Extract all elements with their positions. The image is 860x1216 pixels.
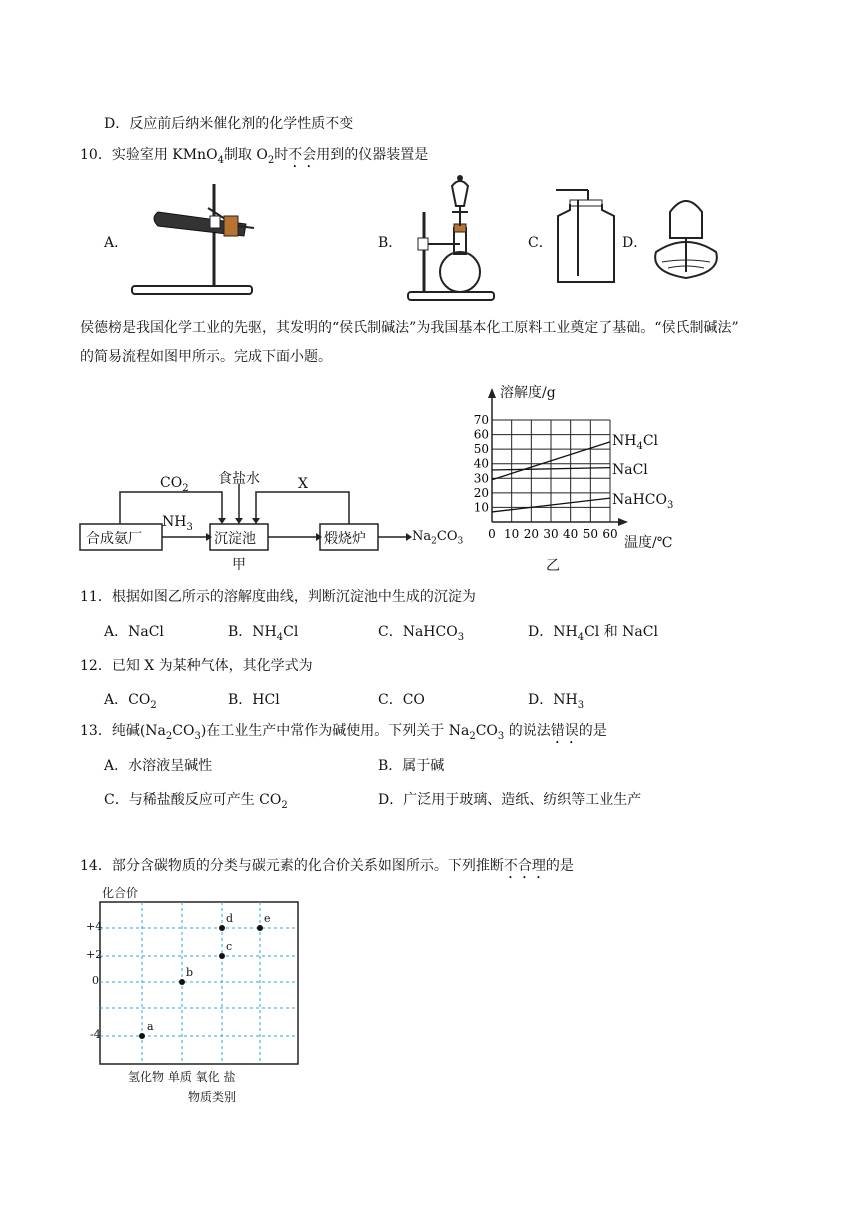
q14-label-a: a xyxy=(147,1020,154,1033)
ytick-20: 20 xyxy=(473,485,489,500)
q14-ytick-p4: +4 xyxy=(86,920,103,933)
ytick-60: 60 xyxy=(473,427,489,442)
q14-ytick-m4: -4 xyxy=(90,1028,101,1041)
xtick-60: 60 xyxy=(602,527,618,541)
q11-stem: 11．根据如图乙所示的溶解度曲线，判断沉淀池中生成的沉淀为 xyxy=(80,589,476,605)
q13-c-text: C．与稀盐酸反应可产生 CO xyxy=(104,792,282,808)
q11-c-sub: 3 xyxy=(457,631,465,643)
flow-product-label xyxy=(412,529,463,547)
na2co3-text-1: Na xyxy=(412,529,432,544)
q10-sub-2: 2 xyxy=(267,154,275,166)
flow-nh3-label xyxy=(162,514,193,533)
q11-c-text: C．NaHCO xyxy=(378,624,458,640)
q12-option-c: C．CO xyxy=(378,692,425,708)
ytick-70: 70 xyxy=(473,413,489,427)
q11-option-a: A．NaCl xyxy=(104,624,164,640)
q12-stem: 12．已知 X 为某种气体，其化学式为 xyxy=(80,658,313,674)
q13-stem xyxy=(80,720,607,747)
xtick-50: 50 xyxy=(582,527,598,541)
q11-option-d xyxy=(528,621,658,643)
intro-line-1: 侯德榜是我国化学工业的先驱，其发明的“侯氏制碱法”为我国基本化工原料工业奠定了基础。“侯氏制碱法” xyxy=(80,320,739,336)
q14-label-b: b xyxy=(186,966,194,979)
legend-nh4cl xyxy=(612,433,658,452)
xtick-30: 30 xyxy=(543,527,559,541)
q11-option-c xyxy=(378,621,464,643)
q10-sub-1: 4 xyxy=(217,154,224,166)
q12-d-sub: 3 xyxy=(577,699,585,711)
xtick-40: 40 xyxy=(563,527,579,541)
q14-t1: 14．部分含碳物质的分类与碳元素的化合价关系如图所示。下列推断 xyxy=(80,858,504,874)
point-d xyxy=(219,925,225,931)
q14-valence-chart xyxy=(86,900,306,1070)
q13-t2: CO xyxy=(172,723,195,739)
q12-option-d xyxy=(528,689,584,711)
apparatus-d-alcohol-lamp xyxy=(648,188,724,284)
ytick-10: 10 xyxy=(473,500,489,515)
q14-t2: 的是 xyxy=(545,858,574,874)
q10-stem xyxy=(80,144,428,171)
q13-s4: 3 xyxy=(497,730,505,742)
chart-xlabel: 温度/℃ xyxy=(624,535,673,551)
q12-a-text: A．CO xyxy=(104,692,151,708)
flow-box3-label: 煅烧炉 xyxy=(324,531,366,547)
q10-text-3: 时 xyxy=(274,147,289,163)
legend-nahco3-text: NaHCO xyxy=(612,492,667,508)
q14-ytick-p2: +2 xyxy=(86,948,103,961)
q10-text-1: 10．实验室用 KMnO xyxy=(80,147,218,163)
q12-d-text: D．NH xyxy=(528,692,578,708)
ytick-50: 50 xyxy=(473,442,489,457)
xtick-20: 20 xyxy=(523,527,539,541)
legend-nahco3 xyxy=(612,492,673,511)
flow-co2-label xyxy=(160,475,189,494)
q10-emphasis: 不会 xyxy=(288,147,317,163)
q13-t5: 的说法 xyxy=(504,723,551,739)
q12-option-b: B．HCl xyxy=(228,692,280,708)
xtick-10: 10 xyxy=(504,527,520,541)
xtick-0: 0 xyxy=(488,527,496,541)
q12-option-a xyxy=(104,689,157,711)
point-b xyxy=(179,979,185,985)
flow-x-label: X xyxy=(298,476,308,492)
intro-line-2: 的简易流程如图甲所示。完成下面小题。 xyxy=(80,349,332,365)
q11-d-sub: 4 xyxy=(577,631,585,643)
legend-nahco3-sub: 3 xyxy=(667,499,674,511)
q10-option-c-label: C． xyxy=(528,235,553,251)
x-axis-arrow xyxy=(618,518,628,526)
q14-stem xyxy=(80,855,574,882)
nh3-sub: 3 xyxy=(186,521,193,533)
na2co3-sub-2: 3 xyxy=(457,536,464,547)
nh3-text: NH xyxy=(162,514,187,530)
apparatus-c-gas-bottle xyxy=(548,186,618,286)
q11-b-tail: Cl xyxy=(283,624,299,640)
q11-option-b xyxy=(228,621,298,643)
point-c xyxy=(219,953,225,959)
na2co3-sub-1: 2 xyxy=(431,536,437,547)
q9-option-d: D．反应前后纳米催化剂的化学性质不变 xyxy=(104,116,354,132)
q14-ytick-0: 0 xyxy=(92,974,99,987)
q13-t4: CO xyxy=(475,723,498,739)
q13-s2: 3 xyxy=(194,730,201,742)
legend-nh4cl-tail: Cl xyxy=(642,433,659,449)
y-axis-arrow xyxy=(488,388,496,398)
apparatus-b-flask-funnel xyxy=(404,172,500,304)
q14-label-d: d xyxy=(226,912,234,925)
point-a xyxy=(139,1033,145,1039)
q13-s1: 2 xyxy=(165,730,173,742)
q14-label-c: c xyxy=(226,940,233,953)
co2-sub: 2 xyxy=(182,482,189,494)
q12-a-sub: 2 xyxy=(150,699,157,711)
q13-option-c xyxy=(104,789,288,811)
q14-label-e: e xyxy=(264,912,271,925)
q13-t6: 的是 xyxy=(578,723,607,739)
legend-nh4cl-text: NH xyxy=(612,433,637,449)
q13-c-sub: 2 xyxy=(281,799,288,811)
chart-ylabel: 溶解度/g xyxy=(500,385,556,401)
q14-xcats: 氢化物 单质 氧化 盐 xyxy=(128,1070,236,1084)
legend-nh4cl-sub: 4 xyxy=(636,440,643,452)
q10-text-4: 用到的仪器装置是 xyxy=(316,147,429,163)
flow-box1-label: 合成氨厂 xyxy=(86,531,142,547)
q13-option-d: D．广泛用于玻璃、造纸、纺织等工业生产 xyxy=(378,792,642,808)
q11-b-text: B．NH xyxy=(228,624,277,640)
q14-ylabel: 化合价 xyxy=(102,886,139,900)
na2co3-text-2: CO xyxy=(436,529,458,544)
q10-option-d-label: D． xyxy=(622,235,648,251)
legend-nacl: NaCl xyxy=(612,462,648,478)
ytick-30: 30 xyxy=(473,471,489,486)
q13-t3: )在工业生产中常作为碱使用。下列关于 Na xyxy=(200,723,470,739)
flow-box2-label: 沉淀池 xyxy=(214,531,256,547)
q13-t1: 13．纯碱(Na xyxy=(80,723,166,739)
q10-text-2: 制取 O xyxy=(223,147,268,163)
flow-caption-jia: 甲 xyxy=(232,557,246,573)
q13-option-a: A．水溶液呈碱性 xyxy=(104,758,213,774)
co2-text: CO xyxy=(160,475,183,491)
q11-b-sub: 4 xyxy=(276,631,284,643)
flow-salt-water-label: 食盐水 xyxy=(218,471,260,487)
q13-emphasis: 错误 xyxy=(550,723,579,739)
ytick-40: 40 xyxy=(473,456,489,471)
chart-caption: 乙 xyxy=(546,558,560,574)
q11-d-text: D．NH xyxy=(528,624,578,640)
q14-xlabel: 物质类别 xyxy=(188,1090,237,1104)
q11-d-tail: Cl 和 NaCl xyxy=(584,624,658,640)
point-e xyxy=(257,925,263,931)
q10-option-b-label: B． xyxy=(378,235,403,251)
apparatus-a-test-tube-heating xyxy=(128,178,258,300)
flow-diagram-jia xyxy=(76,462,476,572)
q14-emphasis: 不合理 xyxy=(503,858,546,874)
q13-s3: 2 xyxy=(469,730,476,742)
q10-option-a-label: A． xyxy=(104,235,129,251)
q13-option-b: B．属于碱 xyxy=(378,758,445,774)
